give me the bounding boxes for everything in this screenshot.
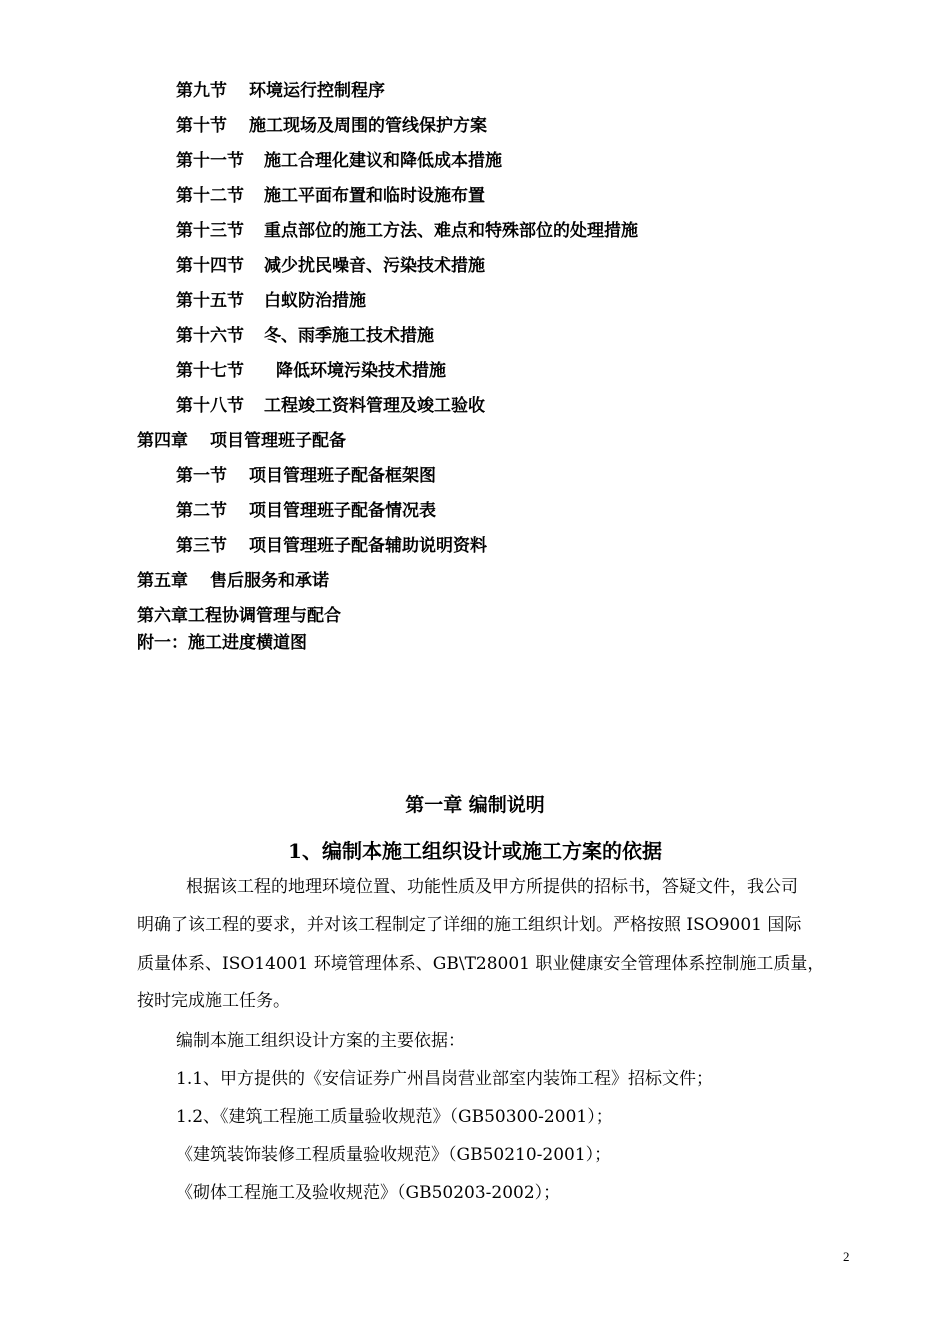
- toc-item: [176, 465, 436, 487]
- toc-item: [176, 395, 485, 417]
- toc-item-number: 第二节: [176, 501, 227, 521]
- toc-item-title: 降低环境污染技术措施: [276, 361, 446, 381]
- toc-chapter-number: 第五章: [137, 571, 188, 591]
- toc-item-number: 第十四节: [176, 256, 244, 276]
- paragraph-line: 根据该工程的地理环境位置、功能性质及甲方所提供的招标书，答疑文件，我公司: [186, 877, 798, 897]
- toc-appendix: [137, 632, 307, 654]
- toc-item-number: 第十五节: [176, 291, 244, 311]
- toc-item: [176, 500, 436, 522]
- toc-item: [176, 255, 485, 277]
- chapter-title: 第一章 编制说明: [405, 794, 545, 816]
- toc-item-number: 第十七节: [176, 361, 244, 381]
- toc-item-number: 第十二节: [176, 186, 244, 206]
- toc-item: [176, 290, 366, 312]
- toc-item-title: 施工现场及周围的管线保护方案: [249, 116, 487, 136]
- basis-item: 1.1、甲方提供的《安信证券广州昌岗营业部室内装饰工程》招标文件；: [176, 1069, 714, 1089]
- paragraph-line: 质量体系、ISO14001 环境管理体系、GB\T28001 职业健康安全管理体系控制施工质量，: [137, 954, 825, 974]
- toc-item-number: 第十一节: [176, 151, 244, 171]
- basis-item: 《建筑装饰装修工程质量验收规范》（GB50210-2001）；: [176, 1145, 612, 1165]
- toc-item-number: 第十节: [176, 116, 227, 136]
- toc-item-title: 项目管理班子配备框架图: [249, 466, 436, 486]
- basis-intro: 编制本施工组织设计方案的主要依据：: [176, 1031, 465, 1051]
- toc-appendix-title: 附一：施工进度横道图: [137, 633, 307, 653]
- toc-item-title: 白蚁防治措施: [264, 291, 366, 311]
- page-number: 2: [843, 1249, 850, 1264]
- toc-item-number: 第十三节: [176, 221, 244, 241]
- toc-item-number: 第九节: [176, 81, 227, 101]
- toc-chapter-title: 售后服务和承诺: [210, 571, 329, 591]
- basis-item: 1.2、《建筑工程施工质量验收规范》（GB50300-2001）；: [176, 1107, 613, 1127]
- toc-item-number: 第十六节: [176, 326, 244, 346]
- toc-item-title: 冬、雨季施工技术措施: [264, 326, 434, 346]
- toc-item-title: 环境运行控制程序: [249, 81, 385, 101]
- toc-chapter: [137, 605, 341, 627]
- toc-item: [176, 360, 446, 382]
- toc-chapter: [137, 570, 329, 592]
- toc-item: [176, 325, 434, 347]
- toc-item-number: 第一节: [176, 466, 227, 486]
- toc-item: [176, 220, 638, 242]
- toc-item-title: 施工合理化建议和降低成本措施: [264, 151, 502, 171]
- toc-item-title: 工程竣工资料管理及竣工验收: [264, 396, 485, 416]
- toc-item-title: 重点部位的施工方法、难点和特殊部位的处理措施: [264, 221, 638, 241]
- toc-item: [176, 80, 385, 102]
- toc-item: [176, 115, 487, 137]
- toc-chapter-number: 第四章: [137, 431, 188, 451]
- paragraph-line: 按时完成施工任务。: [137, 991, 290, 1011]
- section-title: 1、编制本施工组织设计或施工方案的依据: [288, 839, 662, 863]
- toc-chapter: [137, 430, 346, 452]
- toc-item: [176, 150, 502, 172]
- toc-item-title: 减少扰民噪音、污染技术措施: [264, 256, 485, 276]
- toc-chapter-title: 项目管理班子配备: [210, 431, 346, 451]
- toc-item-number: 第十八节: [176, 396, 244, 416]
- paragraph-line: 明确了该工程的要求，并对该工程制定了详细的施工组织计划。严格按照 ISO9001 国际: [137, 915, 802, 935]
- toc-chapter-number: 第六章工程协调管理与配合: [137, 606, 341, 626]
- toc-item-number: 第三节: [176, 536, 227, 556]
- toc-item-title: 施工平面布置和临时设施布置: [264, 186, 485, 206]
- toc-item: [176, 535, 487, 557]
- toc-item-title: 项目管理班子配备情况表: [249, 501, 436, 521]
- toc-item: [176, 185, 485, 207]
- toc-item-title: 项目管理班子配备辅助说明资料: [249, 536, 487, 556]
- basis-item: 《砌体工程施工及验收规范》（GB50203-2002）；: [176, 1183, 561, 1203]
